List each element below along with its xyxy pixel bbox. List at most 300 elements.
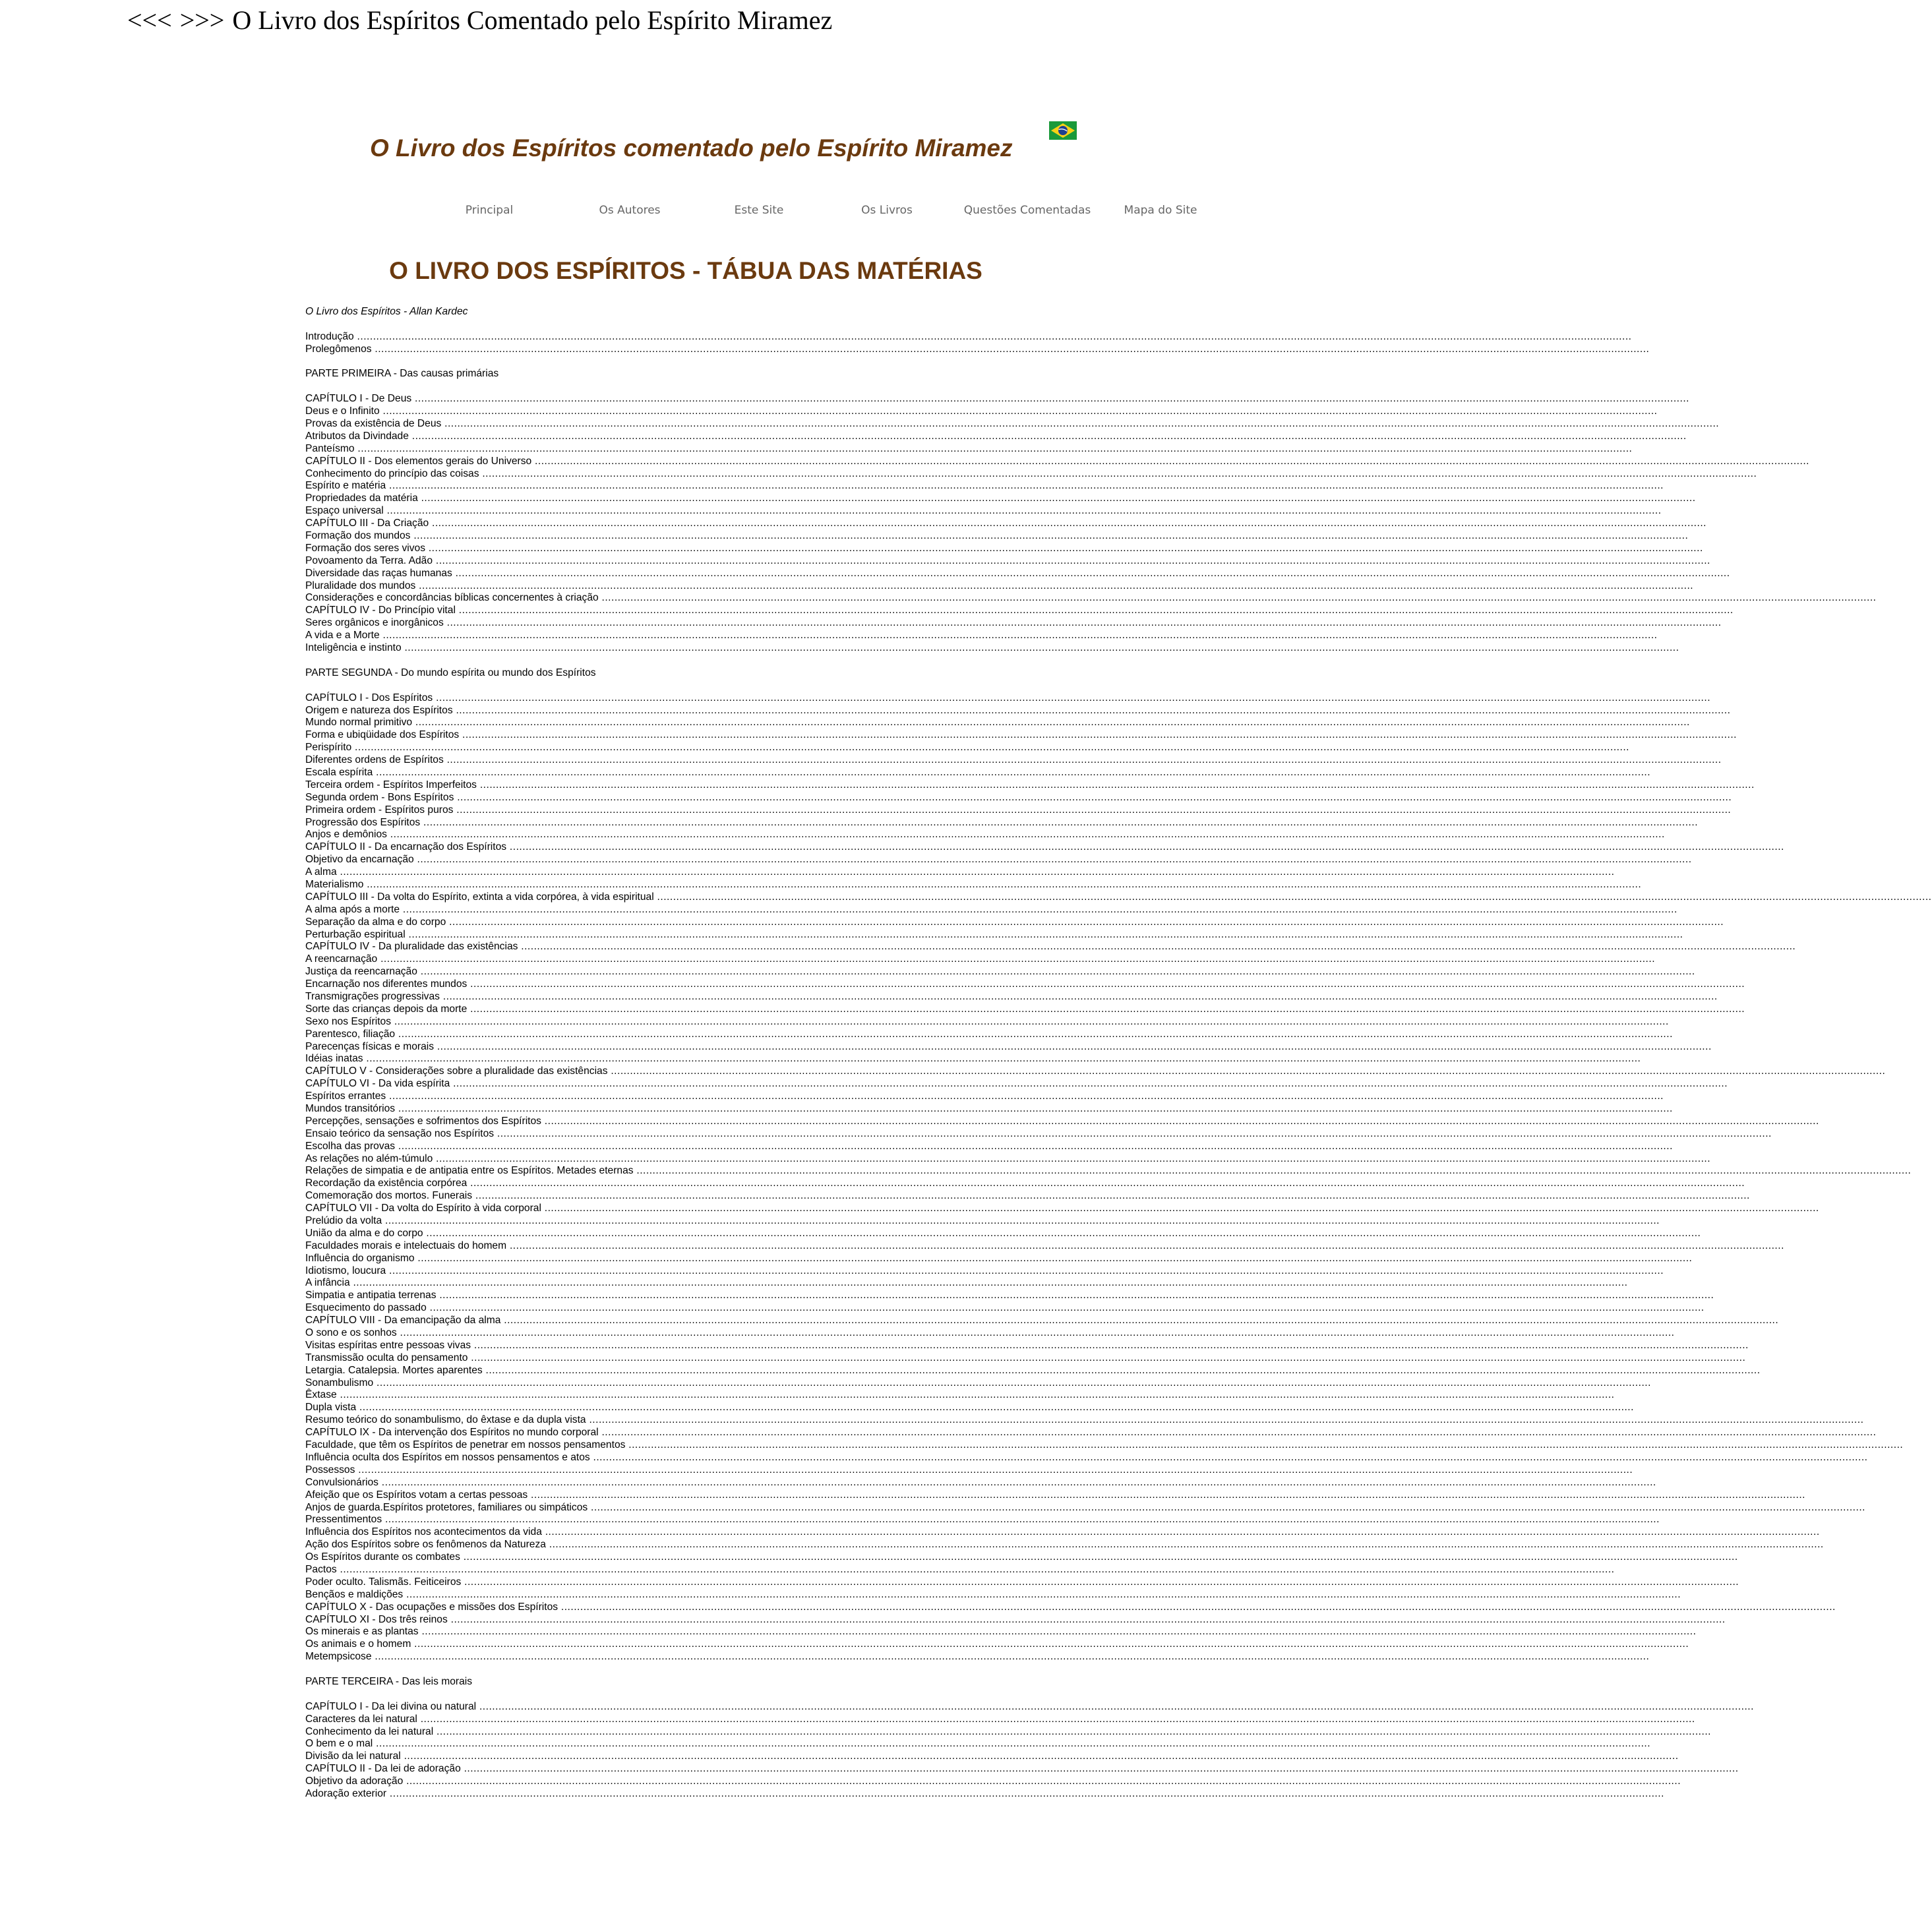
dot-leader: ................................................................................................................................................................................................................................................................................................................................................................................................................ bbox=[586, 1414, 1864, 1426]
toc-entry-label: Caracteres da lei natural bbox=[305, 1713, 417, 1725]
dot-leader: ................................................................................................................................................................................................................................................................................................................................................................................................................ bbox=[482, 1364, 1761, 1376]
dot-leader: ................................................................................................................................................................................................................................................................................................................................................................................................................ bbox=[541, 1526, 1820, 1538]
dot-leader: ................................................................................................................................................................................................................................................................................................................................................................................................................ bbox=[373, 1377, 1651, 1388]
toc-entry[interactable] bbox=[305, 1165, 1912, 1178]
dot-leader: ................................................................................................................................................................................................................................................................................................................................................................................................................ bbox=[336, 1389, 1615, 1401]
nav-questoes-comentadas[interactable]: Questões Comentadas bbox=[963, 204, 1091, 217]
toc-entry[interactable] bbox=[305, 1402, 1634, 1414]
toc-entry-label: Formação dos seres vivos bbox=[305, 542, 425, 554]
dot-leader: ................................................................................................................................................................................................................................................................................................................................................................................................................ bbox=[378, 1476, 1656, 1488]
toc-entry-label: Parentesco, filiação bbox=[305, 1028, 396, 1040]
toc-entry-label: Percepções, sensações e sofrimentos dos Espíritos bbox=[305, 1115, 541, 1127]
toc-entry[interactable] bbox=[305, 1352, 1746, 1365]
dot-leader: ................................................................................................................................................................................................................................................................................................................................................................................................................ bbox=[349, 1277, 1628, 1289]
toc-entry[interactable] bbox=[305, 1787, 1664, 1801]
dot-leader: ................................................................................................................................................................................................................................................................................................................................................................................................................ bbox=[460, 1763, 1739, 1775]
dot-leader: ................................................................................................................................................................................................................................................................................................................................................................................................................ bbox=[455, 605, 1734, 616]
toc-entry[interactable] bbox=[305, 1215, 1660, 1228]
dot-leader: ................................................................................................................................................................................................................................................................................................................................................................................................................ bbox=[400, 903, 1677, 915]
dot-leader: ................................................................................................................................................................................................................................................................................................................................................................................................................ bbox=[363, 878, 1642, 890]
toc-chapter-entry[interactable] bbox=[305, 1203, 1819, 1215]
toc-chapter-entry[interactable] bbox=[305, 455, 1810, 468]
toc-entry[interactable] bbox=[305, 1738, 1651, 1750]
dot-leader: ................................................................................................................................................................................................................................................................................................................................................................................................................ bbox=[426, 1302, 1705, 1314]
dot-leader: ................................................................................................................................................................................................................................................................................................................................................................................................................ bbox=[351, 742, 1630, 754]
toc-part-section bbox=[305, 1675, 1754, 1801]
toc-entry-label: Influência oculta dos Espíritos em nossos pensamentos e atos bbox=[305, 1451, 590, 1463]
toc-chapter-entry[interactable] bbox=[305, 1065, 1886, 1078]
toc-entry-label: Influência do organismo bbox=[305, 1252, 415, 1264]
dot-leader: ................................................................................................................................................................................................................................................................................................................................................................................................................ bbox=[383, 505, 1662, 517]
dot-leader: ................................................................................................................................................................................................................................................................................................................................................................................................................ bbox=[355, 1464, 1633, 1476]
dot-leader: ................................................................................................................................................................................................................................................................................................................................................................................................................ bbox=[386, 1787, 1664, 1799]
dot-leader: ................................................................................................................................................................................................................................................................................................................................................................................................................ bbox=[382, 1514, 1660, 1526]
dot-leader: ................................................................................................................................................................................................................................................................................................................................................................................................................ bbox=[653, 891, 1932, 903]
toc-entry[interactable] bbox=[305, 505, 1662, 518]
dot-leader: ................................................................................................................................................................................................................................................................................................................................................................................................................ bbox=[417, 966, 1695, 978]
toc-entry[interactable] bbox=[305, 418, 1720, 431]
toc-entry[interactable] bbox=[305, 1277, 1628, 1290]
dot-leader: ................................................................................................................................................................................................................................................................................................................................................................................................................ bbox=[403, 1776, 1681, 1787]
toc-entry-label: Faculdade, que têm os Espíritos de penetrar em nossos pensamentos bbox=[305, 1439, 626, 1451]
previous-page-link[interactable]: <<< bbox=[127, 5, 172, 35]
toc-entry-label: Origem e natureza dos Espíritos bbox=[305, 704, 453, 716]
toc-entry-label: Mundos transitórios bbox=[305, 1103, 396, 1114]
toc-entry[interactable] bbox=[305, 1626, 1697, 1638]
dot-leader: ................................................................................................................................................................................................................................................................................................................................................................................................................ bbox=[410, 530, 1689, 542]
toc-entry-label: Provas da existência de Deus bbox=[305, 418, 442, 430]
toc-entry[interactable] bbox=[305, 829, 1665, 841]
dot-leader: ................................................................................................................................................................................................................................................................................................................................................................................................................ bbox=[541, 1203, 1819, 1214]
dot-leader: ................................................................................................................................................................................................................................................................................................................................................................................................................ bbox=[363, 1053, 1641, 1065]
toc-entry[interactable] bbox=[305, 966, 1695, 978]
dot-leader: ................................................................................................................................................................................................................................................................................................................................................................................................................ bbox=[454, 791, 1732, 803]
toc-entry[interactable] bbox=[305, 1015, 1669, 1029]
dot-leader: ................................................................................................................................................................................................................................................................................................................................................................................................................ bbox=[443, 754, 1722, 766]
toc-entry[interactable] bbox=[305, 854, 1692, 866]
toc-entry[interactable] bbox=[305, 1526, 1820, 1539]
dot-leader: ................................................................................................................................................................................................................................................................................................................................................................................................................ bbox=[494, 1127, 1772, 1139]
toc-entry[interactable] bbox=[305, 1290, 1714, 1302]
toc-entry[interactable] bbox=[305, 1127, 1772, 1141]
dot-leader: ................................................................................................................................................................................................................................................................................................................................................................................................................ bbox=[453, 804, 1732, 816]
toc-entry-label: Pressentimentos bbox=[305, 1514, 382, 1526]
toc-entry[interactable] bbox=[305, 1178, 1745, 1190]
brazil-flag-icon[interactable] bbox=[1049, 121, 1077, 140]
toc-entry[interactable] bbox=[305, 791, 1732, 804]
part-title: PARTE PRIMEIRA - Das causas primárias bbox=[305, 368, 499, 380]
toc-entry[interactable] bbox=[305, 1439, 1904, 1452]
toc-entry[interactable] bbox=[305, 1451, 1868, 1464]
dot-leader: ................................................................................................................................................................................................................................................................................................................................................................................................................ bbox=[414, 1252, 1693, 1264]
toc-entry[interactable] bbox=[305, 467, 1757, 481]
toc-entry-label: Os Espíritos durante os combates bbox=[305, 1551, 460, 1563]
nav-principal[interactable]: Principal bbox=[465, 204, 514, 217]
dot-leader: ................................................................................................................................................................................................................................................................................................................................................................................................................ bbox=[433, 554, 1710, 566]
toc-entry-label: CAPÍTULO V - Considerações sobre a pluralidade das existências bbox=[305, 1065, 608, 1077]
dot-leader: ................................................................................................................................................................................................................................................................................................................................................................................................................ bbox=[425, 542, 1703, 554]
toc-entry-label: Transmigrações progressivas bbox=[305, 990, 440, 1002]
toc-entry[interactable] bbox=[305, 1140, 1673, 1153]
toc-entry-label: CAPÍTULO IV - Da pluralidade das existências bbox=[305, 941, 518, 953]
dot-leader: ................................................................................................................................................................................................................................................................................................................................................................................................................ bbox=[589, 1451, 1868, 1463]
dot-leader: ................................................................................................................................................................................................................................................................................................................................................................................................................ bbox=[528, 1489, 1805, 1501]
dot-leader: ................................................................................................................................................................................................................................................................................................................................................................................................................ bbox=[413, 854, 1692, 866]
toc-entry-label: Prolegômenos bbox=[305, 343, 372, 355]
dot-leader: ................................................................................................................................................................................................................................................................................................................................................................................................................ bbox=[461, 1576, 1739, 1588]
toc-entry-label: A alma após a morte bbox=[305, 903, 400, 915]
toc-entry[interactable] bbox=[305, 1551, 1738, 1564]
dot-leader: ................................................................................................................................................................................................................................................................................................................................................................................................................ bbox=[371, 343, 1650, 355]
dot-leader: ................................................................................................................................................................................................................................................................................................................................................................................................................ bbox=[395, 1103, 1673, 1114]
toc-entry[interactable] bbox=[305, 1638, 1689, 1651]
dot-leader: ................................................................................................................................................................................................................................................................................................................................................................................................................ bbox=[336, 1563, 1615, 1575]
toc-entry-label: CAPÍTULO II - Da encarnação dos Espíritos bbox=[305, 841, 507, 853]
toc-entry[interactable] bbox=[305, 1239, 1784, 1253]
toc-entry[interactable] bbox=[305, 580, 1694, 593]
toc-entry[interactable] bbox=[305, 1713, 1695, 1726]
toc-entry[interactable] bbox=[305, 343, 1650, 356]
intro-list bbox=[305, 330, 1650, 356]
toc-chapter-entry[interactable] bbox=[305, 1700, 1754, 1714]
dot-leader: ................................................................................................................................................................................................................................................................................................................................................................................................................ bbox=[460, 1551, 1738, 1563]
toc-entry[interactable] bbox=[305, 1090, 1664, 1103]
dot-leader: ................................................................................................................................................................................................................................................................................................................................................................................................................ bbox=[447, 1613, 1726, 1625]
dot-leader: ................................................................................................................................................................................................................................................................................................................................................................................................................ bbox=[395, 1028, 1673, 1040]
part-title: PARTE SEGUNDA - Do mundo espírita ou mundo dos Espíritos bbox=[305, 667, 596, 678]
toc-entry-label: Deus e o Infinito bbox=[305, 405, 380, 417]
toc-entry[interactable] bbox=[305, 1588, 1681, 1601]
toc-entry[interactable] bbox=[305, 1028, 1673, 1041]
toc-entry[interactable] bbox=[305, 430, 1687, 443]
toc-entry[interactable] bbox=[305, 1003, 1745, 1016]
toc-entry[interactable] bbox=[305, 1302, 1705, 1315]
toc-entry[interactable] bbox=[305, 1464, 1633, 1477]
dot-leader: ................................................................................................................................................................................................................................................................................................................................................................................................................ bbox=[479, 467, 1757, 479]
toc-entry[interactable] bbox=[305, 766, 1651, 779]
dot-leader: ................................................................................................................................................................................................................................................................................................................................................................................................................ bbox=[545, 1539, 1824, 1551]
toc-chapter-entry[interactable] bbox=[305, 1613, 1726, 1626]
dot-leader: ................................................................................................................................................................................................................................................................................................................................................................................................................ bbox=[420, 816, 1699, 828]
dot-leader: ................................................................................................................................................................................................................................................................................................................................................................................................................ bbox=[417, 1713, 1695, 1725]
toc-entry[interactable] bbox=[305, 779, 1755, 792]
toc-entry-label: Escala espírita bbox=[305, 766, 373, 778]
toc-entry[interactable] bbox=[305, 878, 1642, 891]
toc-entry[interactable] bbox=[305, 1339, 1749, 1352]
toc-entry-label: Diferentes ordens de Espíritos bbox=[305, 754, 444, 766]
toc-entry-label: A alma bbox=[305, 866, 337, 878]
dot-leader: ................................................................................................................................................................................................................................................................................................................................................................................................................ bbox=[436, 1290, 1714, 1301]
dot-leader: ................................................................................................................................................................................................................................................................................................................................................................................................................ bbox=[433, 1725, 1711, 1737]
toc-entry-label: A reencarnação bbox=[305, 953, 378, 965]
toc-entry-label: Objetivo da adoração bbox=[305, 1776, 404, 1787]
dot-leader: ................................................................................................................................................................................................................................................................................................................................................................................................................ bbox=[356, 1402, 1634, 1414]
toc-entry[interactable] bbox=[305, 1489, 1805, 1502]
dot-leader: ................................................................................................................................................................................................................................................................................................................................................................................................................ bbox=[598, 592, 1877, 604]
top-navigation-bar bbox=[127, 3, 832, 38]
toc-entry-label: Inteligência e instinto bbox=[305, 642, 402, 654]
toc-entry-label: Espaço universal bbox=[305, 505, 384, 517]
dot-leader: ................................................................................................................................................................................................................................................................................................................................................................................................................ bbox=[531, 455, 1810, 467]
dot-leader: ................................................................................................................................................................................................................................................................................................................................................................................................................ bbox=[379, 630, 1658, 642]
toc-entry-label: Dupla vista bbox=[305, 1402, 357, 1414]
toc-entry[interactable] bbox=[305, 729, 1737, 742]
toc-entry-label: Povoamento da Terra. Adão bbox=[305, 554, 433, 566]
toc-entry[interactable] bbox=[305, 530, 1689, 543]
toc-entry-label: Anjos de guarda.Espíritos protetores, familiares ou simpáticos bbox=[305, 1501, 588, 1513]
toc-entry[interactable] bbox=[305, 1576, 1739, 1589]
toc-entry-label: Sorte das crianças depois da morte bbox=[305, 1003, 468, 1015]
dot-leader: ................................................................................................................................................................................................................................................................................................................................................................................................................ bbox=[443, 617, 1722, 629]
toc-entry-label: Encarnação nos diferentes mundos bbox=[305, 978, 468, 990]
toc-entry[interactable] bbox=[305, 630, 1658, 642]
toc-entry-label: Ensaio teórico da sensação nos Espíritos bbox=[305, 1127, 495, 1139]
toc-entry-label: Considerações e concordâncias bíblicas concernentes à criação bbox=[305, 592, 599, 604]
toc-entry[interactable] bbox=[305, 554, 1710, 568]
toc-chapter-entry[interactable] bbox=[305, 605, 1734, 617]
nav-mapa-do-site[interactable]: Mapa do Site bbox=[1124, 204, 1197, 217]
toc-entry[interactable] bbox=[305, 1053, 1641, 1065]
next-page-link[interactable]: >>> bbox=[179, 5, 225, 35]
page-heading: O LIVRO DOS ESPÍRITOS - TÁBUA DAS MATÉRIAS bbox=[389, 257, 982, 284]
toc-entry[interactable] bbox=[305, 1501, 1865, 1514]
toc-entry-label: CAPÍTULO XI - Dos três reinos bbox=[305, 1613, 448, 1625]
dot-leader: ................................................................................................................................................................................................................................................................................................................................................................................................................ bbox=[541, 1115, 1819, 1127]
toc-chapter-entry[interactable] bbox=[305, 518, 1706, 530]
dot-leader: ................................................................................................................................................................................................................................................................................................................................................................................................................ bbox=[446, 916, 1724, 928]
toc-entry[interactable] bbox=[305, 1364, 1761, 1377]
toc-entry[interactable] bbox=[305, 1750, 1679, 1763]
dot-leader: ................................................................................................................................................................................................................................................................................................................................................................................................................ bbox=[371, 1651, 1650, 1663]
dot-leader: ................................................................................................................................................................................................................................................................................................................................................................................................................ bbox=[408, 430, 1687, 442]
toc-entry[interactable] bbox=[305, 1776, 1681, 1788]
toc-entry-label: Atributos da Divindade bbox=[305, 430, 409, 442]
toc-chapter-entry[interactable] bbox=[305, 1601, 1836, 1614]
dot-leader: ................................................................................................................................................................................................................................................................................................................................................................................................................ bbox=[506, 1239, 1784, 1251]
dot-leader: ................................................................................................................................................................................................................................................................................................................................................................................................................ bbox=[506, 841, 1784, 853]
toc-entry[interactable] bbox=[305, 866, 1615, 879]
toc-entry-label: Sonambulismo bbox=[305, 1377, 374, 1388]
toc-entry-label: Idéias inatas bbox=[305, 1053, 363, 1065]
toc-entry-label: Introdução bbox=[305, 330, 354, 342]
toc-entry[interactable] bbox=[305, 816, 1699, 829]
dot-leader: ................................................................................................................................................................................................................................................................................................................................................................................................................ bbox=[396, 1327, 1675, 1339]
toc-entry-label: Progressão dos Espíritos bbox=[305, 816, 421, 828]
dot-leader: ................................................................................................................................................................................................................................................................................................................................................................................................................ bbox=[476, 779, 1755, 791]
toc-entry[interactable] bbox=[305, 1115, 1819, 1128]
toc-chapter-entry[interactable] bbox=[305, 841, 1784, 854]
dot-leader: ................................................................................................................................................................................................................................................................................................................................................................................................................ bbox=[386, 1265, 1664, 1276]
dot-leader: ................................................................................................................................................................................................................................................................................................................................................................................................................ bbox=[433, 1152, 1711, 1164]
dot-leader: ................................................................................................................................................................................................................................................................................................................................................................................................................ bbox=[433, 692, 1711, 703]
toc-entry-label: Perispírito bbox=[305, 742, 352, 754]
toc-entry[interactable] bbox=[305, 480, 1664, 492]
dot-leader: ................................................................................................................................................................................................................................................................................................................................................................................................................ bbox=[423, 1227, 1701, 1239]
dot-leader: ................................................................................................................................................................................................................................................................................................................................................................................................................ bbox=[467, 978, 1745, 990]
dot-leader: ................................................................................................................................................................................................................................................................................................................................................................................................................ bbox=[476, 1700, 1754, 1712]
dot-leader: ................................................................................................................................................................................................................................................................................................................................................................................................................ bbox=[400, 1750, 1679, 1762]
toc-entry[interactable] bbox=[305, 1414, 1864, 1427]
toc-entry[interactable] bbox=[305, 928, 1683, 941]
toc-entry[interactable] bbox=[305, 642, 1679, 655]
toc-entry[interactable] bbox=[305, 1227, 1701, 1240]
toc-entry[interactable] bbox=[305, 978, 1745, 991]
toc-entry[interactable] bbox=[305, 1539, 1824, 1551]
dot-leader: ................................................................................................................................................................................................................................................................................................................................................................................................................ bbox=[412, 717, 1690, 729]
dot-leader: ................................................................................................................................................................................................................................................................................................................................................................................................................ bbox=[373, 1738, 1651, 1750]
toc-entry[interactable] bbox=[305, 567, 1730, 580]
dot-leader: ................................................................................................................................................................................................................................................................................................................................................................................................................ bbox=[467, 1003, 1745, 1015]
dot-leader: ................................................................................................................................................................................................................................................................................................................................................................................................................ bbox=[354, 442, 1633, 454]
toc-entry[interactable] bbox=[305, 1389, 1615, 1402]
toc-entry-label: Seres orgânicos e inorgânicos bbox=[305, 617, 444, 629]
toc-entry-label: Materialismo bbox=[305, 878, 364, 890]
dot-leader: ................................................................................................................................................................................................................................................................................................................................................................................................................ bbox=[429, 518, 1706, 529]
toc-entry-label: Primeira ordem - Espíritos puros bbox=[305, 804, 454, 816]
dot-leader: ................................................................................................................................................................................................................................................................................................................................................................................................................ bbox=[411, 393, 1689, 405]
dot-leader: ................................................................................................................................................................................................................................................................................................................................................................................................................ bbox=[336, 866, 1615, 878]
dot-leader: ................................................................................................................................................................................................................................................................................................................................................................................................................ bbox=[386, 480, 1664, 492]
toc-entry-label: Mundo normal primitivo bbox=[305, 717, 413, 729]
nav-os-autores[interactable]: Os Autores bbox=[599, 204, 661, 217]
toc-entry-label: Sexo nos Espíritos bbox=[305, 1015, 392, 1027]
toc-entry[interactable] bbox=[305, 1040, 1712, 1054]
toc-entry[interactable] bbox=[305, 1377, 1651, 1390]
toc-chapter-entry[interactable] bbox=[305, 692, 1711, 705]
toc-entry-label: Diversidade das raças humanas bbox=[305, 567, 452, 579]
dot-leader: ................................................................................................................................................................................................................................................................................................................................................................................................................ bbox=[472, 1190, 1750, 1202]
toc-entry[interactable] bbox=[305, 1152, 1711, 1166]
toc-entry[interactable] bbox=[305, 1725, 1711, 1739]
toc-entry-label: CAPÍTULO VIII - Da emancipação da alma bbox=[305, 1315, 501, 1327]
toc-entry-label: Segunda ordem - Bons Espíritos bbox=[305, 791, 454, 803]
toc-entry-label: Anjos e demônios bbox=[305, 829, 387, 841]
toc-entry[interactable] bbox=[305, 754, 1722, 767]
dot-leader: ................................................................................................................................................................................................................................................................................................................................................................................................................ bbox=[411, 1638, 1689, 1650]
toc-entry-label: Adoração exterior bbox=[305, 1787, 387, 1799]
dot-leader: ................................................................................................................................................................................................................................................................................................................................................................................................................ bbox=[395, 1140, 1673, 1152]
toc-entry[interactable] bbox=[305, 903, 1677, 916]
toc-entry[interactable] bbox=[305, 742, 1630, 754]
toc-entry-label: Influência dos Espíritos nos acontecimentos da vida bbox=[305, 1526, 542, 1538]
toc-entry-label: Parecenças físicas e morais bbox=[305, 1040, 434, 1052]
toc-entry[interactable] bbox=[305, 1252, 1693, 1265]
toc-entry-label: CAPÍTULO IX - Da intervenção dos Espíritos no mundo corporal bbox=[305, 1427, 599, 1439]
toc-entry[interactable] bbox=[305, 804, 1732, 817]
toc-entry[interactable] bbox=[305, 1563, 1615, 1576]
toc-entry-label: As relações no além-túmulo bbox=[305, 1152, 433, 1164]
toc-entry-label: Resumo teórico do sonambulismo, do êxtase e da dupla vista bbox=[305, 1414, 586, 1426]
toc-entry[interactable] bbox=[305, 617, 1722, 630]
toc-entry[interactable] bbox=[305, 1327, 1675, 1340]
dot-leader: ................................................................................................................................................................................................................................................................................................................................................................................................................ bbox=[382, 1215, 1660, 1227]
toc-entry[interactable] bbox=[305, 953, 1656, 966]
dot-leader: ................................................................................................................................................................................................................................................................................................................................................................................................................ bbox=[598, 1427, 1877, 1439]
toc-entry-label: CAPÍTULO I - Da lei divina ou natural bbox=[305, 1700, 477, 1712]
dot-leader: ................................................................................................................................................................................................................................................................................................................................................................................................................ bbox=[500, 1315, 1779, 1327]
toc-entry[interactable] bbox=[305, 1265, 1664, 1278]
toc-entry-label: Terceira ordem - Espíritos Imperfeitos bbox=[305, 779, 477, 791]
toc-entry[interactable] bbox=[305, 1476, 1656, 1489]
part-title: PARTE TERCEIRA - Das leis morais bbox=[305, 1675, 473, 1687]
toc-entry-label: Poder oculto. Talismãs. Feiticeiros bbox=[305, 1576, 462, 1588]
dot-leader: ................................................................................................................................................................................................................................................................................................................................................................................................................ bbox=[434, 1040, 1712, 1052]
dot-leader: ................................................................................................................................................................................................................................................................................................................................................................................................................ bbox=[401, 642, 1679, 654]
dot-leader: ................................................................................................................................................................................................................................................................................................................................................................................................................ bbox=[441, 418, 1720, 430]
toc-chapter-entry[interactable] bbox=[305, 393, 1689, 405]
toc-entry[interactable] bbox=[305, 704, 1731, 717]
toc-entry[interactable] bbox=[305, 405, 1658, 418]
dot-leader: ................................................................................................................................................................................................................................................................................................................................................................................................................ bbox=[379, 405, 1658, 417]
dot-leader: ................................................................................................................................................................................................................................................................................................................................................................................................................ bbox=[459, 729, 1737, 741]
toc-entry-label: CAPÍTULO VII - Da volta do Espírito à vida corporal bbox=[305, 1203, 541, 1214]
toc-entry-label: Conhecimento da lei natural bbox=[305, 1725, 434, 1737]
toc-entry-label: Transmissão oculta do pensamento bbox=[305, 1352, 468, 1363]
toc-entry-label: Formação dos mundos bbox=[305, 530, 411, 542]
toc-entry-label: Os animais e o homem bbox=[305, 1638, 411, 1650]
dot-leader: ................................................................................................................................................................................................................................................................................................................................................................................................................ bbox=[452, 567, 1730, 579]
toc-entry-label: Justiça da reencarnação bbox=[305, 966, 417, 978]
dot-leader: ................................................................................................................................................................................................................................................................................................................................................................................................................ bbox=[386, 1090, 1664, 1102]
toc-entry-label: A infância bbox=[305, 1277, 350, 1289]
toc-chapter-entry[interactable] bbox=[305, 1078, 1728, 1090]
toc-entry-label: Letargia. Catalepsia. Mortes aparentes bbox=[305, 1364, 483, 1376]
toc-entry[interactable] bbox=[305, 990, 1718, 1003]
toc-chapter-entry[interactable] bbox=[305, 1427, 1877, 1439]
nav-os-livros[interactable]: Os Livros bbox=[861, 204, 913, 217]
dot-leader: ................................................................................................................................................................................................................................................................................................................................................................................................................ bbox=[633, 1165, 1912, 1177]
toc-entry[interactable] bbox=[305, 542, 1703, 555]
dot-leader: ................................................................................................................................................................................................................................................................................................................................................................................................................ bbox=[625, 1439, 1904, 1451]
parts-container bbox=[305, 368, 1932, 1800]
toc-entry[interactable] bbox=[305, 492, 1696, 505]
toc-entry-label: Comemoração dos mortos. Funerais bbox=[305, 1190, 473, 1202]
dot-leader: ................................................................................................................................................................................................................................................................................................................................................................................................................ bbox=[415, 580, 1694, 591]
toc-entry-label: Pactos bbox=[305, 1563, 337, 1575]
dot-leader: ................................................................................................................................................................................................................................................................................................................................................................................................................ bbox=[353, 330, 1632, 342]
toc-entry[interactable] bbox=[305, 1103, 1673, 1116]
toc-entry-label: CAPÍTULO II - Dos elementos gerais do Universo bbox=[305, 455, 532, 467]
toc-chapter-entry[interactable] bbox=[305, 891, 1932, 904]
toc-entry-label: Metempsicose bbox=[305, 1651, 372, 1663]
toc-entry[interactable] bbox=[305, 442, 1633, 456]
toc-chapter-entry[interactable] bbox=[305, 1763, 1739, 1776]
dot-leader: ................................................................................................................................................................................................................................................................................................................................................................................................................ bbox=[518, 941, 1796, 953]
toc-entry[interactable] bbox=[305, 916, 1724, 929]
dot-leader: ................................................................................................................................................................................................................................................................................................................................................................................................................ bbox=[418, 1626, 1697, 1638]
toc-entry-label: O bem e o mal bbox=[305, 1738, 373, 1750]
toc-entry-label: Convulsionários bbox=[305, 1476, 378, 1488]
toc-entry[interactable] bbox=[305, 1190, 1750, 1203]
toc-entry[interactable] bbox=[305, 717, 1690, 729]
toc-chapter-entry[interactable] bbox=[305, 1315, 1779, 1327]
toc-chapter-entry[interactable] bbox=[305, 941, 1796, 953]
dot-leader: ................................................................................................................................................................................................................................................................................................................................................................................................................ bbox=[377, 953, 1656, 965]
toc-entry-label: CAPÍTULO I - De Deus bbox=[305, 393, 412, 405]
dot-leader: ................................................................................................................................................................................................................................................................................................................................................................................................................ bbox=[452, 704, 1731, 716]
toc-entry[interactable] bbox=[305, 1651, 1650, 1663]
nav-este-site[interactable]: Este Site bbox=[734, 204, 784, 217]
dot-leader: ................................................................................................................................................................................................................................................................................................................................................................................................................ bbox=[386, 829, 1665, 841]
toc-entry[interactable] bbox=[305, 1514, 1660, 1526]
toc-entry-label: Escolha das provas bbox=[305, 1140, 396, 1152]
toc-entry-label: CAPÍTULO III - Da Criação bbox=[305, 518, 429, 529]
dot-leader: ................................................................................................................................................................................................................................................................................................................................................................................................................ bbox=[558, 1601, 1836, 1613]
toc-entry[interactable] bbox=[305, 592, 1877, 605]
toc-entry-label: Afeição que os Espíritos votam a certas pessoas bbox=[305, 1489, 528, 1501]
toc-entry[interactable] bbox=[305, 330, 1632, 343]
dot-leader: ................................................................................................................................................................................................................................................................................................................................................................................................................ bbox=[450, 1078, 1728, 1090]
